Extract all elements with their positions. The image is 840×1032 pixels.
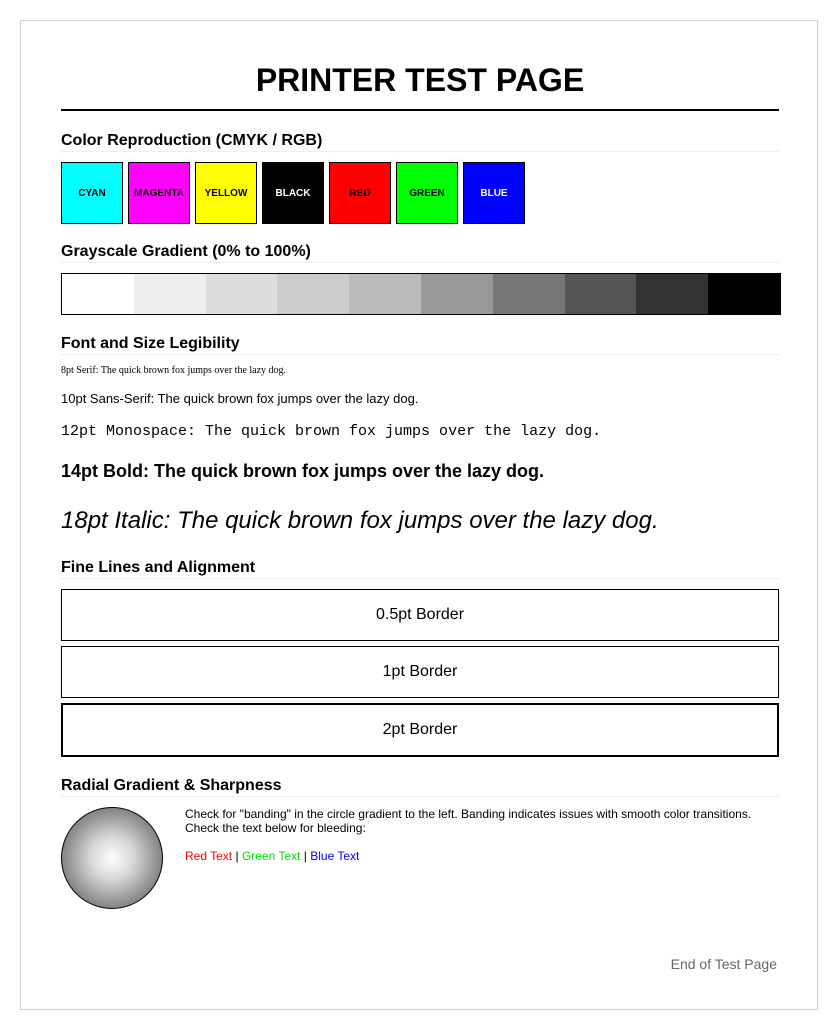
gray-step-9 <box>708 274 780 314</box>
swatch-blue: BLUE <box>463 162 525 224</box>
swatch-green: GREEN <box>396 162 458 224</box>
section-title-lines: Fine Lines and Alignment <box>61 558 779 579</box>
radial-description: Check for "banding" in the circle gradient to the left. Banding indicates issues with smooth color transitions. Check the text below for bleeding: <box>185 807 752 835</box>
red-text: Red Text <box>185 849 233 863</box>
font-sample-10pt-sans: 10pt Sans-Serif: The quick brown fox jumps over the lazy dog. <box>61 391 419 406</box>
swatch-black: BLACK <box>262 162 324 224</box>
blue-text: Blue Text <box>310 849 360 863</box>
swatch-cyan: CYAN <box>61 162 123 224</box>
test-page <box>20 20 818 1010</box>
section-title-color: Color Reproduction (CMYK / RGB) <box>61 131 779 152</box>
gray-step-1 <box>134 274 206 314</box>
gray-step-3 <box>277 274 349 314</box>
radial-description-block <box>185 807 779 909</box>
color-swatches <box>61 162 779 224</box>
gray-step-2 <box>206 274 278 314</box>
gray-step-0 <box>62 274 134 314</box>
font-sample-8pt-serif: 8pt Serif: The quick brown fox jumps over the lazy dog. <box>61 365 287 376</box>
separator: | <box>300 849 311 863</box>
bleed-test-texts <box>185 849 779 863</box>
gray-step-4 <box>349 274 421 314</box>
swatch-red: RED <box>329 162 391 224</box>
page-title: PRINTER TEST PAGE <box>61 21 779 111</box>
gray-step-6 <box>493 274 565 314</box>
border-box-1pt: 1pt Border <box>61 646 779 698</box>
radial-gradient-circle <box>61 807 163 909</box>
page-content <box>61 21 779 909</box>
gray-step-8 <box>636 274 708 314</box>
swatch-magenta: MAGENTA <box>128 162 190 224</box>
gray-step-7 <box>565 274 637 314</box>
section-title-fonts: Font and Size Legibility <box>61 334 779 355</box>
border-box-0-5pt: 0.5pt Border <box>61 589 779 641</box>
section-title-grayscale: Grayscale Gradient (0% to 100%) <box>61 242 779 263</box>
font-sample-14pt-bold: 14pt Bold: The quick brown fox jumps over the lazy dog. <box>61 461 545 481</box>
green-text: Green Text <box>241 849 301 863</box>
grayscale-gradient <box>61 273 781 315</box>
swatch-yellow: YELLOW <box>195 162 257 224</box>
gray-step-5 <box>421 274 493 314</box>
separator: | <box>232 849 242 863</box>
border-box-2pt: 2pt Border <box>61 703 779 757</box>
font-sample-12pt-mono: 12pt Monospace: The quick brown fox jumps over the lazy dog. <box>61 423 602 440</box>
section-title-radial: Radial Gradient & Sharpness <box>61 776 779 797</box>
radial-row <box>61 807 779 909</box>
footer-text: End of Test Page <box>670 956 777 972</box>
font-sample-18pt-italic: 18pt Italic: The quick brown fox jumps over the lazy dog. <box>61 507 659 534</box>
